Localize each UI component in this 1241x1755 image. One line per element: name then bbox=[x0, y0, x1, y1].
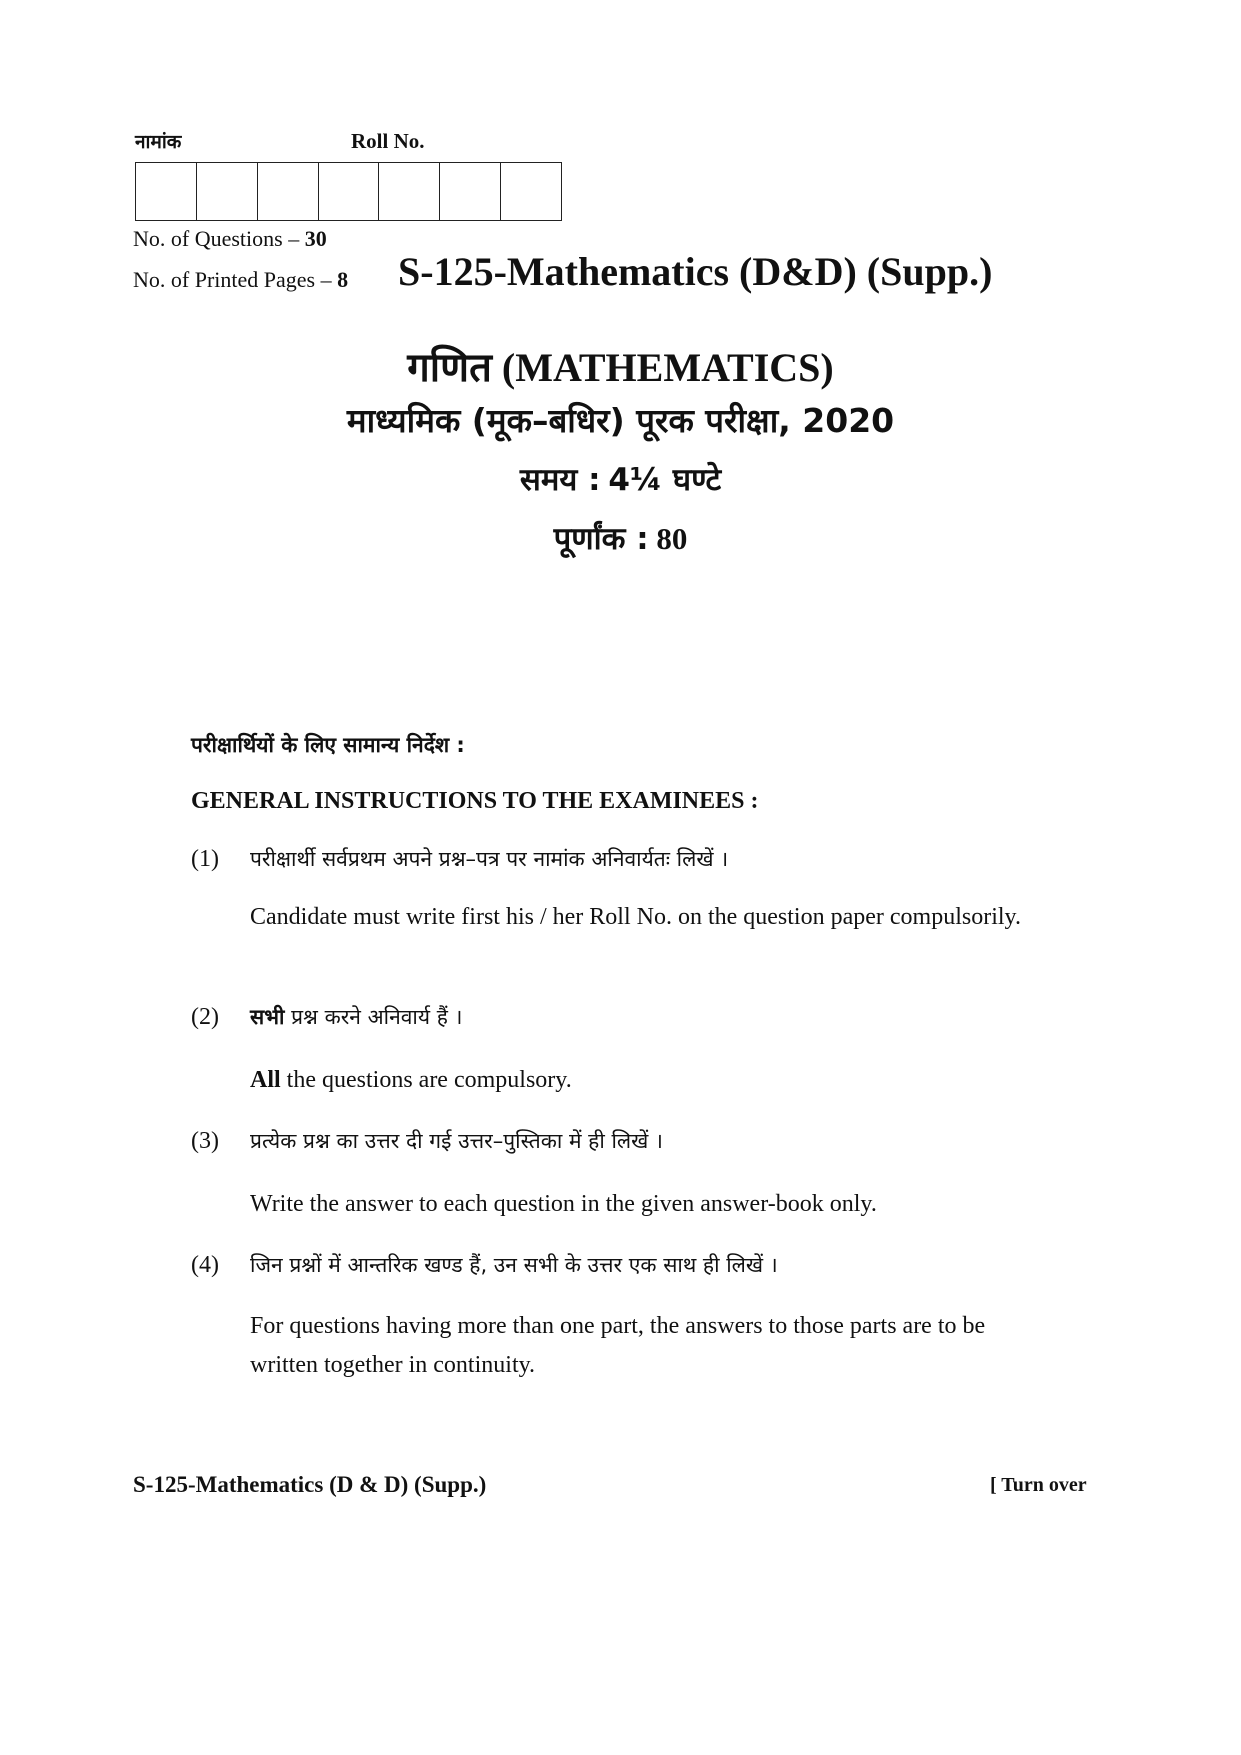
instruction-3-english: Write the answer to each question in the given answer-book only. bbox=[250, 1191, 877, 1217]
roll-box[interactable] bbox=[379, 163, 440, 220]
turn-over-note: [ Turn over bbox=[990, 1474, 1087, 1496]
instruction-number: (4) bbox=[191, 1252, 219, 1278]
printed-pages-count bbox=[133, 267, 348, 293]
exam-title bbox=[0, 397, 1241, 442]
instruction-number: (2) bbox=[191, 1004, 219, 1030]
instruction-2-english-rest: the questions are compulsory. bbox=[286, 1067, 572, 1093]
roll-label-english: Roll No. bbox=[351, 129, 425, 153]
instruction-number: (3) bbox=[191, 1128, 219, 1154]
pages-label: No. of Printed Pages – bbox=[133, 267, 332, 292]
instruction-1-hindi: परीक्षार्थी सर्वप्रथम अपने प्रश्न–पत्र पर नामांक अनिवार्यतः लिखें । bbox=[250, 847, 729, 871]
footer-paper-code: S-125-Mathematics (D & D) (Supp.) bbox=[133, 1472, 487, 1497]
instructions-heading-english: GENERAL INSTRUCTIONS TO THE EXAMINEES : bbox=[191, 788, 759, 814]
marks-label: पूर्णांक : bbox=[553, 521, 649, 557]
roll-label-hindi: नामांक bbox=[135, 131, 182, 153]
instruction-2-english-bold: All bbox=[250, 1067, 281, 1093]
instruction-2-hindi-bold: सभी bbox=[250, 1005, 285, 1029]
exam-text: माध्यमिक (मूक–बधिर) पूरक परीक्षा, 2020 bbox=[346, 401, 895, 440]
instruction-3-hindi: प्रत्येक प्रश्न का उत्तर दी गई उत्तर–पुस्तिका में ही लिखें । bbox=[250, 1129, 663, 1153]
roll-box[interactable] bbox=[197, 163, 258, 220]
questions-label: No. of Questions – bbox=[133, 226, 300, 251]
instruction-2-english bbox=[250, 1061, 572, 1100]
time-label: समय : bbox=[519, 462, 601, 498]
exam-duration bbox=[0, 458, 1241, 500]
instruction-2-hindi-rest: प्रश्न करने अनिवार्य हैं । bbox=[291, 1005, 463, 1029]
questions-value: 30 bbox=[304, 226, 327, 251]
roll-box[interactable] bbox=[136, 163, 197, 220]
questions-count bbox=[133, 226, 327, 252]
roll-box[interactable] bbox=[440, 163, 501, 220]
roll-box[interactable] bbox=[319, 163, 380, 220]
roll-number-boxes[interactable] bbox=[135, 162, 562, 221]
instruction-4-english: For questions having more than one part, the answers to those parts are to be written together in continuity. bbox=[250, 1313, 986, 1378]
instruction-4-hindi: जिन प्रश्नों में आन्तरिक खण्ड हैं, उन सभी के उत्तर एक साथ ही लिखें । bbox=[250, 1253, 778, 1277]
instruction-1-english: Candidate must write first his / her Roll No. on the question paper compulsorily. bbox=[250, 904, 1021, 930]
instruction-number: (1) bbox=[191, 846, 219, 872]
paper-code: S-125-Mathematics (D&D) (Supp.) bbox=[398, 249, 993, 294]
subject-title bbox=[0, 338, 1241, 393]
subject-text: गणित (MATHEMATICS) bbox=[407, 345, 834, 390]
marks-value: 80 bbox=[656, 521, 688, 556]
roll-box[interactable] bbox=[501, 163, 561, 220]
instructions-heading-hindi: परीक्षार्थियों के लिए सामान्य निर्देश : bbox=[191, 733, 465, 757]
roll-box[interactable] bbox=[258, 163, 319, 220]
instruction-2-hindi bbox=[250, 1003, 463, 1031]
time-value: 4¼ घण्टे bbox=[608, 462, 722, 498]
maximum-marks bbox=[0, 517, 1241, 559]
pages-value: 8 bbox=[337, 267, 349, 292]
